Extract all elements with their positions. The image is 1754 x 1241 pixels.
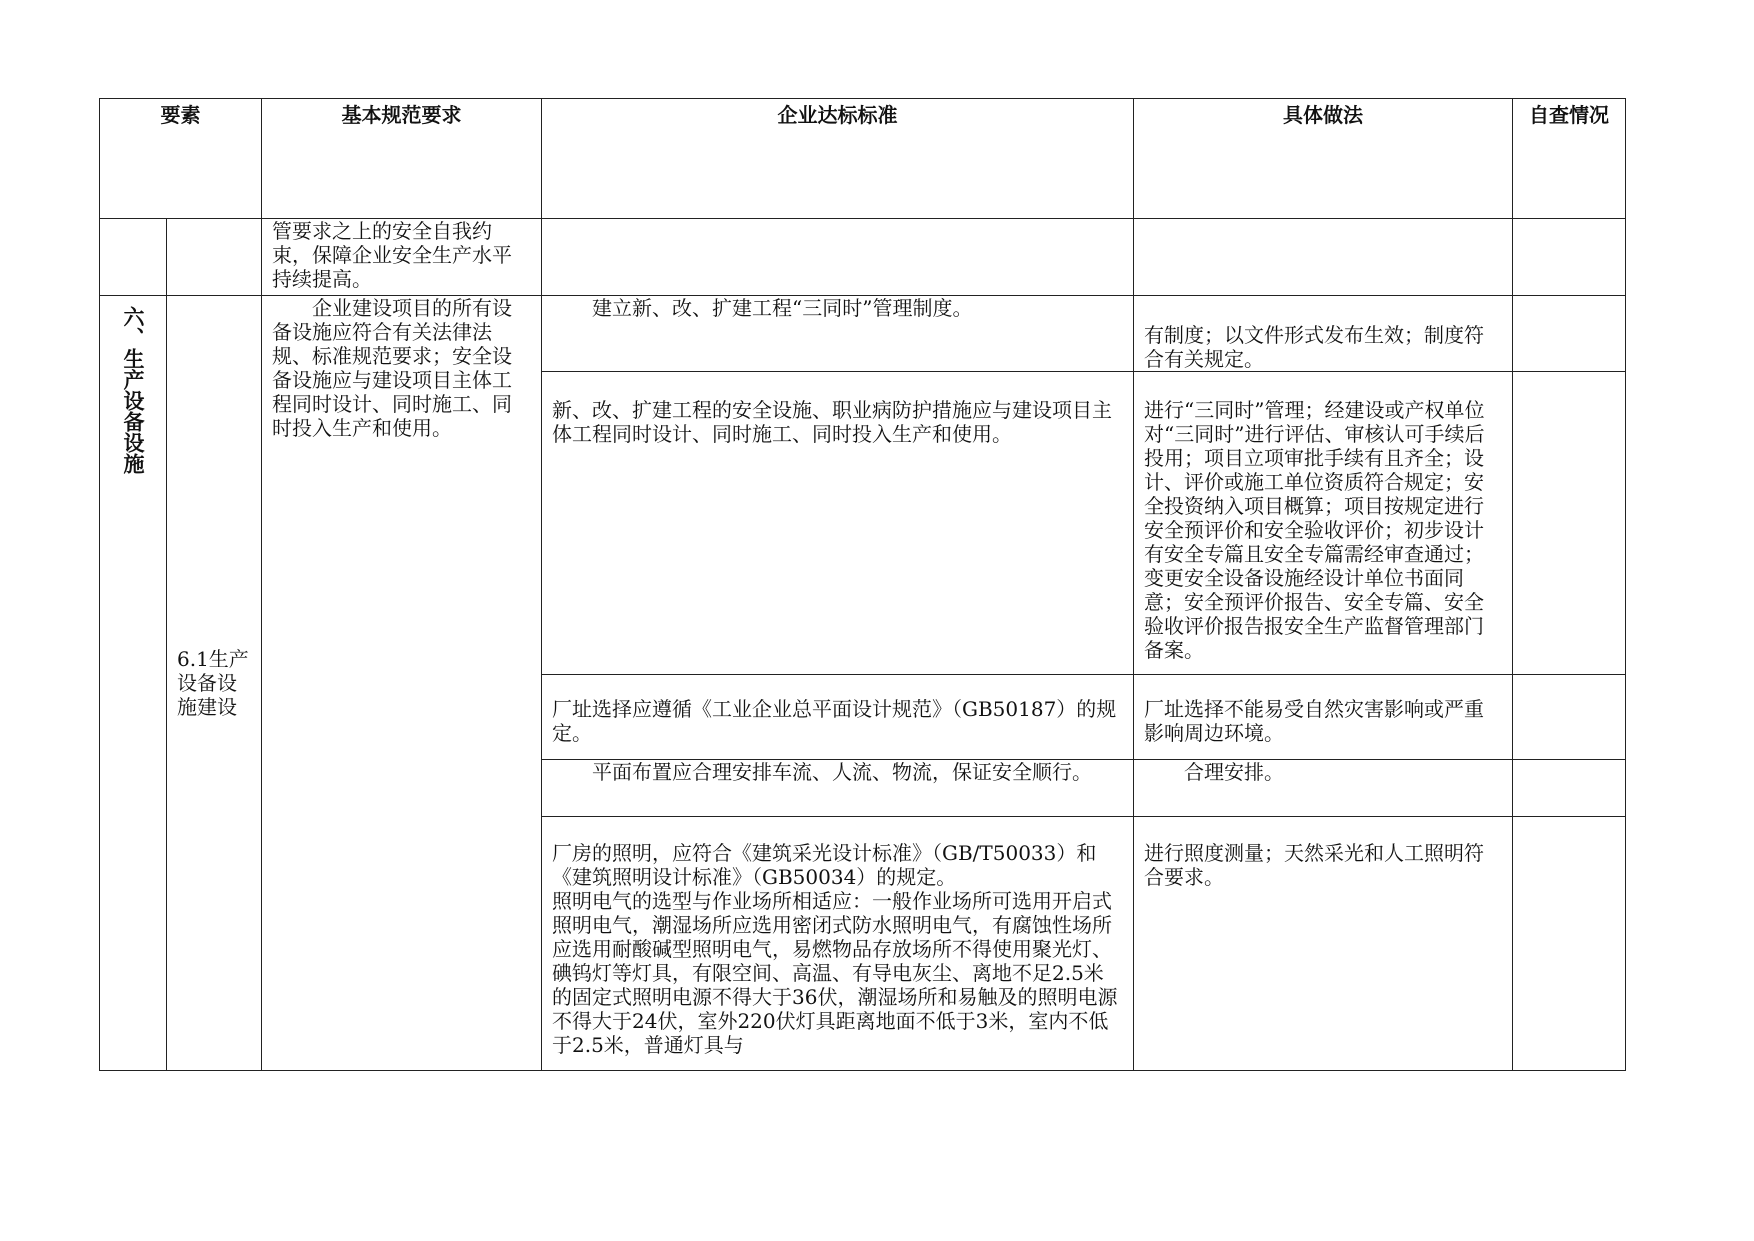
selfcheck-cell bbox=[1513, 372, 1626, 675]
standard-cell bbox=[542, 372, 1134, 675]
standard-cell bbox=[542, 760, 1134, 817]
header-row bbox=[100, 99, 1626, 219]
element-cell-empty bbox=[100, 219, 167, 296]
standard-cell-empty bbox=[542, 219, 1134, 296]
standard-text: 建立新、改、扩建工程“三同时”管理制度。 bbox=[592, 296, 973, 320]
standard-cell bbox=[542, 675, 1134, 760]
standard-cell bbox=[542, 817, 1134, 1071]
requirement-text: 企业建设项目的所有设备设施应符合有关法律法规、标准规范要求；安全设备设施应与建设项目主体工程同时设计、同时施工、同时投入生产和使用。 bbox=[272, 296, 512, 440]
standard-cell bbox=[542, 296, 1134, 372]
selfcheck-cell bbox=[1513, 675, 1626, 760]
practice-text: 有制度；以文件形式发布生效；制度符合有关规定。 bbox=[1144, 323, 1484, 371]
practice-text: 厂址选择不能易受自然灾害影响或严重影响周边环境。 bbox=[1144, 697, 1484, 745]
standard-text-2: 照明电气的选型与作业场所相适应：一般作业场所可选用开启式照明电气，潮湿场所应选用密闭式防水照明电气，有腐蚀性场所应选用耐酸碱型照明电气，易燃物品存放场所不得使用聚光灯、碘钨灯等灯具，有限空间、高温、有导电灰尘、离地不足2.5米的固定式照明电源不得大于36伏，潮湿场所和易触及的照明电源不得大于24伏，室外220伏灯具距离地面不低于3米，室内不低于2.5米，普通灯具与 bbox=[552, 889, 1118, 1057]
standards-table bbox=[99, 98, 1626, 1071]
header-requirement: 基本规范要求 bbox=[262, 99, 542, 219]
requirement-cell bbox=[262, 296, 542, 1071]
requirement-continuation bbox=[262, 219, 542, 296]
standard-text: 新、改、扩建工程的安全设施、职业病防护措施应与建设项目主体工程同时设计、同时施工、同时投入生产和使用。 bbox=[552, 398, 1112, 446]
practice-text: 合理安排。 bbox=[1184, 760, 1284, 784]
sub-element-cell-empty bbox=[167, 219, 262, 296]
standard-text: 平面布置应合理安排车流、人流、物流，保证安全顺行。 bbox=[592, 760, 1092, 784]
table-row bbox=[100, 296, 1626, 372]
practice-cell bbox=[1134, 372, 1513, 675]
standard-text: 厂址选择应遵循《工业企业总平面设计规范》（GB50187）的规定。 bbox=[552, 697, 1117, 745]
practice-cell bbox=[1134, 675, 1513, 760]
standard-text-1: 厂房的照明，应符合《建筑采光设计标准》（GB/T50033）和《建筑照明设计标准》（GB50034）的规定。 bbox=[552, 841, 1097, 889]
practice-text: 进行照度测量；天然采光和人工照明符合要求。 bbox=[1144, 841, 1484, 889]
sub-element-cell bbox=[167, 296, 262, 1071]
header-standard: 企业达标标准 bbox=[542, 99, 1134, 219]
selfcheck-cell bbox=[1513, 219, 1626, 296]
practice-cell bbox=[1134, 296, 1513, 372]
sub-element-label: 6.1生产设备设施建设 bbox=[177, 647, 249, 719]
category-label: 六、生产设备设施 bbox=[121, 306, 145, 474]
selfcheck-cell bbox=[1513, 760, 1626, 817]
practice-text: 进行“三同时”管理；经建设或产权单位对“三同时”进行评估、审核认可手续后投用；项目立项审批手续有且齐全；设计、评价或施工单位资质符合规定；安全投资纳入项目概算；项目按规定进行安全预评价和安全验收评价；初步设计有安全专篇且安全专篇需经审查通过；变更安全设备设施经设计单位书面同意；安全预评价报告、安全专篇、安全验收评价报告报安全生产监督管理部门备案。 bbox=[1144, 398, 1485, 662]
header-element: 要素 bbox=[100, 99, 262, 219]
header-selfcheck: 自查情况 bbox=[1513, 99, 1626, 219]
header-practice: 具体做法 bbox=[1134, 99, 1513, 219]
selfcheck-cell bbox=[1513, 296, 1626, 372]
continuation-row bbox=[100, 219, 1626, 296]
practice-cell bbox=[1134, 817, 1513, 1071]
selfcheck-cell bbox=[1513, 817, 1626, 1071]
category-cell bbox=[100, 296, 167, 1071]
practice-cell-empty bbox=[1134, 219, 1513, 296]
requirement-continuation-text: 管要求之上的安全自我约束，保障企业安全生产水平持续提高。 bbox=[272, 219, 512, 291]
practice-cell bbox=[1134, 760, 1513, 817]
